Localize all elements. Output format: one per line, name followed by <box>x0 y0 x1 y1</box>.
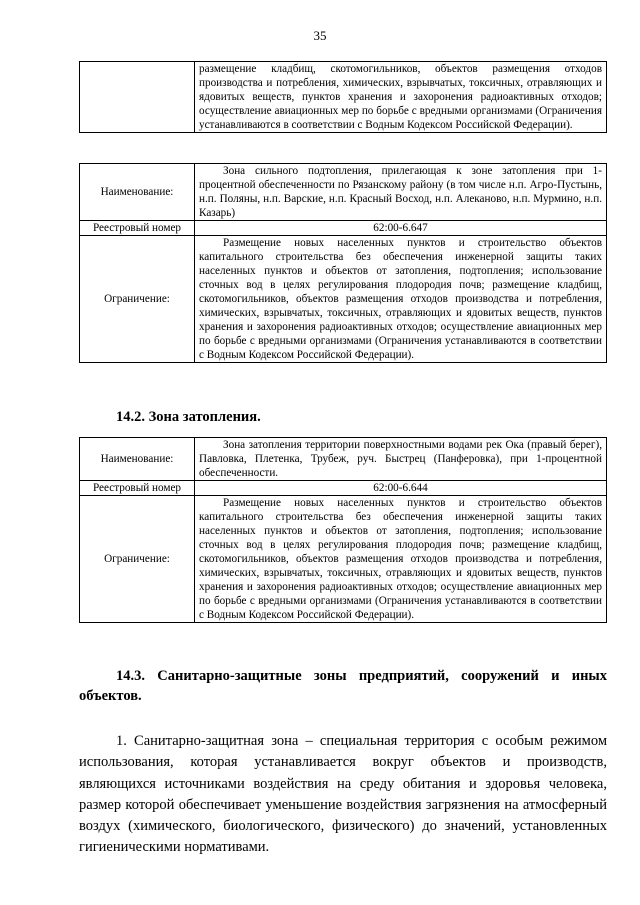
registry-label: Реестровый номер <box>80 481 195 496</box>
name-label: Наименование: <box>80 164 195 221</box>
podtoplenie-zone-table <box>79 163 607 363</box>
restriction-label: Ограничение: <box>80 496 195 623</box>
page-number: 35 <box>313 28 327 43</box>
name-label: Наименование: <box>80 438 195 481</box>
zatoplenie-zone-table <box>79 437 607 623</box>
registry-label: Реестровый номер <box>80 221 195 236</box>
section-heading-14-2: 14.2. Зона затопления. <box>116 409 261 425</box>
name-value: Зона затопления территории поверхностными водами рек Ока (правый берег), Павловка, Плетенка, Трубеж, руч. Быстрец (Панферовка), при 1-процентной обеспеченности. <box>195 438 607 481</box>
registry-number: 62:00-6.644 <box>195 481 607 496</box>
table-row <box>80 236 607 363</box>
body-paragraph: 1. Санитарно-защитная зона – специальная территория с особым режимом использования, которая устанавливается вокруг объектов и производств, являющихся источниками воздействия на среду обитания и здоровья человека, размер которой обеспечивает уменьшение воздействия загрязнения на атмосферный воздух (химического, биологического, физического) до значений, установленных гигиеническими нормативами. <box>79 733 607 856</box>
restriction-value: Размещение новых населенных пунктов и строительство объектов капитального строительства без обеспечения инженерной защиты таких населенных пунктов и объектов от затопления, подтопления; использование сточных вод в целях регулирования плодородия почв; размещение кладбищ, скотомогильников, объектов размещения отходов производства и потребления, химических, взрывчатых, токсичных, отравляющих и ядовитых веществ, пунктов хранения и захоронения радиоактивных отходов; осуществление авиационных мер по борьбе с вредными организмами (Ограничения устанавливаются в соответствии с Водным Кодексом Российской Федерации). <box>195 236 607 363</box>
name-value: Зона сильного подтопления, прилегающая к зоне затопления при 1-процентной обеспеченности по Рязанскому району (в том числе н.п. Агро-Пустынь, н.п. Поляны, н.п. Варские, н.п. Красный Восход, н.п. Алеканово, н.п. Мурмино, н.п. Казарь) <box>195 164 607 221</box>
table-row <box>80 496 607 623</box>
table-row <box>80 481 607 496</box>
table-row <box>80 164 607 221</box>
table-row <box>80 438 607 481</box>
table-row <box>80 221 607 236</box>
table-row <box>80 62 607 133</box>
empty-label-cell <box>80 62 195 133</box>
registry-number: 62:00-6.647 <box>195 221 607 236</box>
restriction-value: Размещение новых населенных пунктов и строительство объектов капитального строительства без обеспечения инженерной защиты таких населенных пунктов и объектов от затопления, подтопления; использование сточных вод в целях регулирования плодородия почв; размещение кладбищ, скотомогильников, объектов размещения отходов производства и потребления, химических, взрывчатых, токсичных, отравляющих и ядовитых веществ, пунктов хранения и захоронения радиоактивных отходов; осуществление авиационных мер по борьбе с вредными организмами (Ограничения устанавливаются в соответствии с Водным Кодексом Российской Федерации). <box>195 496 607 623</box>
section-heading-14-3: 14.3. Санитарно-защитные зоны предприятий, сооружений и иных объектов. <box>79 668 607 704</box>
restriction-table-continued <box>79 61 607 133</box>
restriction-text-continued: размещение кладбищ, скотомогильников, объектов размещения отходов производства и потребления, химических, взрывчатых, токсичных, отравляющих и ядовитых веществ, пунктов хранения и захоронения радиоактивных отходов; осуществление авиационных мер по борьбе с вредными организмами (Ограничения устанавливаются в соответствии с Водным Кодексом Российской Федерации). <box>195 62 607 133</box>
restriction-label: Ограничение: <box>80 236 195 363</box>
